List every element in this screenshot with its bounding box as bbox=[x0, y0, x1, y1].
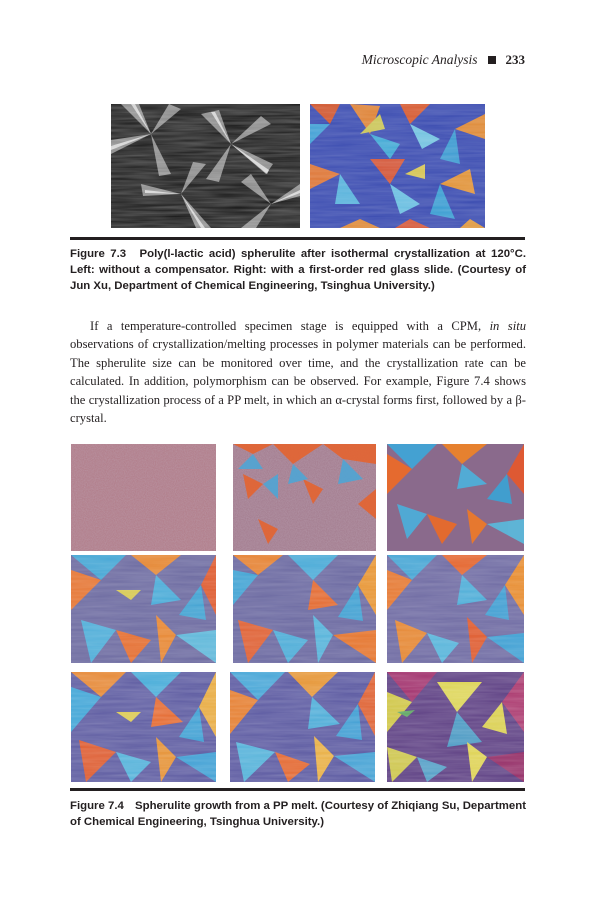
figure-7-4-panel-1 bbox=[71, 444, 216, 551]
figure-7-4-panel-4 bbox=[71, 555, 216, 663]
running-head bbox=[362, 52, 525, 68]
figure-7-3-left-image bbox=[111, 104, 300, 228]
figure-7-3-rule bbox=[70, 237, 525, 240]
figure-7-4-panel-9 bbox=[387, 672, 524, 782]
paragraph-italic: in situ bbox=[489, 319, 527, 333]
figure-7-4-label: Figure 7.4 bbox=[70, 800, 124, 812]
figure-7-3-label: Figure 7.3 bbox=[70, 248, 127, 260]
page-number: 233 bbox=[505, 52, 525, 67]
paragraph-text-start: If a temperature-controlled specimen stage is equipped with a CPM, bbox=[90, 319, 490, 333]
paragraph-text-end: observations of crystallization/melting processes in polymer materials can be performed. The spherulite size can be monitored over time, and the crystallization rate can be calculated. In addition, polymorphism can be observed. For example, Figure 7.4 shows the crystallization process of a PP melt, in which an α-crystal forms first, followed by a β-crystal. bbox=[70, 337, 526, 426]
figure-7-4-panel-5 bbox=[233, 555, 376, 663]
figure-7-3-right-image bbox=[310, 104, 485, 228]
figure-7-3-caption bbox=[70, 246, 526, 294]
figure-7-4-panel-2 bbox=[233, 444, 376, 551]
figure-7-4-panel-6 bbox=[387, 555, 524, 663]
figure-7-4-panel-7 bbox=[71, 672, 216, 782]
figure-7-4-caption-text: Spherulite growth from a PP melt. (Courtesy of Zhiqiang Su, Department of Chemical Engineering, Tsinghua University.) bbox=[70, 800, 527, 828]
running-head-title: Microscopic Analysis bbox=[361, 52, 478, 67]
figure-7-4-panel-3 bbox=[387, 444, 524, 551]
figure-7-4-rule bbox=[70, 788, 525, 791]
square-bullet-icon bbox=[488, 56, 496, 64]
figure-7-4-panel-8 bbox=[230, 672, 375, 782]
body-paragraph bbox=[70, 317, 526, 427]
figure-7-3-caption-text: Poly(l-lactic acid) spherulite after isothermal crystallization at 120°C. Left: without a compensator. Right: with a first-order red glass slide. (Courtesy of Jun Xu, Department of Chemical Engineering, Tsinghua University.) bbox=[70, 248, 526, 292]
figure-7-4-caption bbox=[70, 798, 526, 830]
